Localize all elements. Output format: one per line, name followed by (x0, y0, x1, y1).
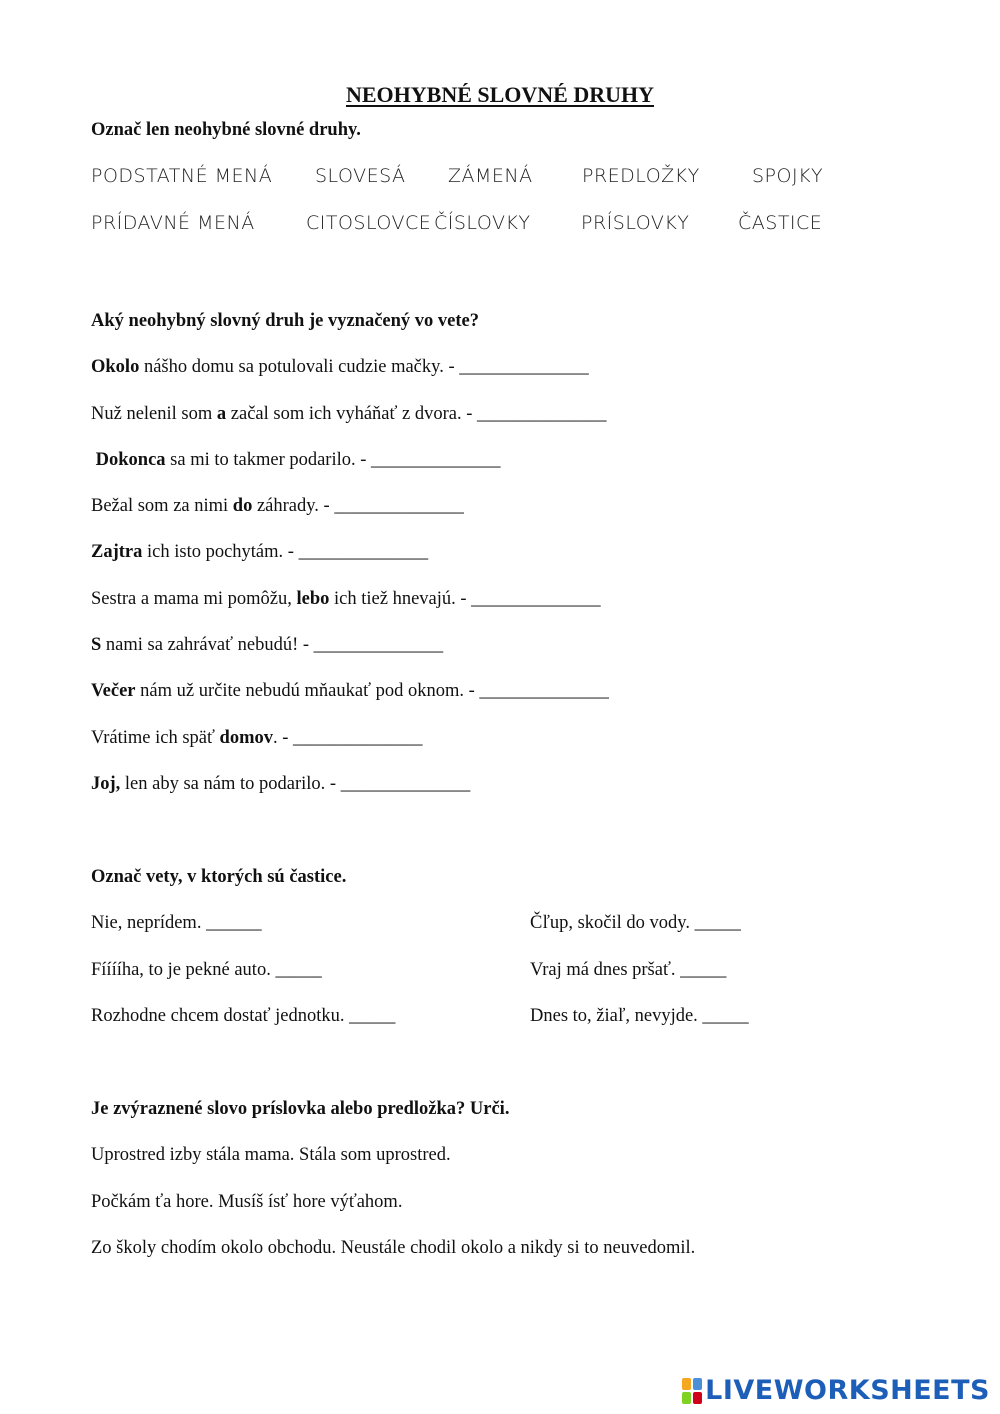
section4-instruction: Je zvýraznené slovo príslovka alebo predložka? Urči. (91, 1099, 510, 1119)
word-option[interactable]: SLOVESÁ (315, 165, 406, 187)
liveworksheets-logo (682, 1375, 990, 1406)
section2-instruction: Aký neohybný slovný druh je vyznačený vo vete? (91, 311, 480, 331)
word-option[interactable]: ČASTICE (738, 212, 823, 234)
sentence-item: Okolo nášho domu sa potulovali cudzie mačky. - ______________ (91, 357, 589, 377)
sentence-item: Zajtra ich isto pochytám. - ______________ (91, 542, 429, 562)
adverb-preposition-sentence: Počkám ťa hore. Musíš ísť hore výťahom. (91, 1192, 403, 1212)
logo-square (682, 1392, 691, 1404)
adverb-preposition-sentence: Uprostred izby stála mama. Stála som uprostred. (91, 1145, 451, 1165)
sentence-item: Bežal som za nimi do záhrady. - ______________ (91, 496, 464, 516)
particle-sentence[interactable]: Fííííha, to je pekné auto. _____ (91, 960, 322, 980)
logo-square (693, 1378, 702, 1390)
particle-sentence[interactable]: Dnes to, žiaľ, nevyjde. _____ (530, 1006, 749, 1026)
sentence-item: Vrátime ich späť domov. - ______________ (91, 728, 423, 748)
word-option[interactable]: PRÍSLOVKY (581, 212, 690, 234)
adverb-preposition-sentence: Zo školy chodím okolo obchodu. Neustále chodil okolo a nikdy si to neuvedomil. (91, 1238, 696, 1258)
sentence-item: Dokonca sa mi to takmer podarilo. - ______________ (95, 450, 501, 470)
sentence-item: Nuž nelenil som a začal som ich vyháňať z dvora. - ______________ (91, 404, 607, 424)
word-option[interactable]: ČÍSLOVKY (434, 212, 531, 234)
sentence-item: Joj, len aby sa nám to podarilo. - ______________ (91, 774, 471, 794)
sentence-item: Sestra a mama mi pomôžu, lebo ich tiež hnevajú. - ______________ (91, 589, 601, 609)
section3-instruction: Označ vety, v ktorých sú častice. (91, 867, 347, 887)
logo-text: LIVEWORKSHEETS (705, 1375, 990, 1406)
page-title: NEOHYBNÉ SLOVNÉ DRUHY (345, 82, 655, 107)
logo-square (693, 1392, 702, 1404)
word-option[interactable]: PRÍDAVNÉ MENÁ (91, 212, 255, 234)
particle-sentence[interactable]: Rozhodne chcem dostať jednotku. _____ (91, 1006, 396, 1026)
particle-sentence[interactable]: Vraj má dnes pršať. _____ (530, 960, 727, 980)
logo-icon (682, 1378, 702, 1404)
word-option[interactable]: CITOSLOVCE (306, 212, 432, 234)
word-option[interactable]: PODSTATNÉ MENÁ (91, 165, 273, 187)
sentence-item: S nami sa zahrávať nebudú! - ______________ (91, 635, 444, 655)
word-option[interactable]: SPOJKY (752, 165, 824, 187)
word-option[interactable]: PREDLOŽKY (582, 165, 700, 187)
section1-instruction: Označ len neohybné slovné druhy. (91, 120, 361, 140)
sentence-item: Večer nám už určite nebudú mňaukať pod oknom. - ______________ (91, 681, 609, 701)
logo-square (682, 1378, 691, 1390)
particle-sentence[interactable]: Čľup, skočil do vody. _____ (530, 913, 741, 933)
particle-sentence[interactable]: Nie, neprídem. ______ (91, 913, 262, 933)
word-option[interactable]: ZÁMENÁ (448, 165, 533, 187)
